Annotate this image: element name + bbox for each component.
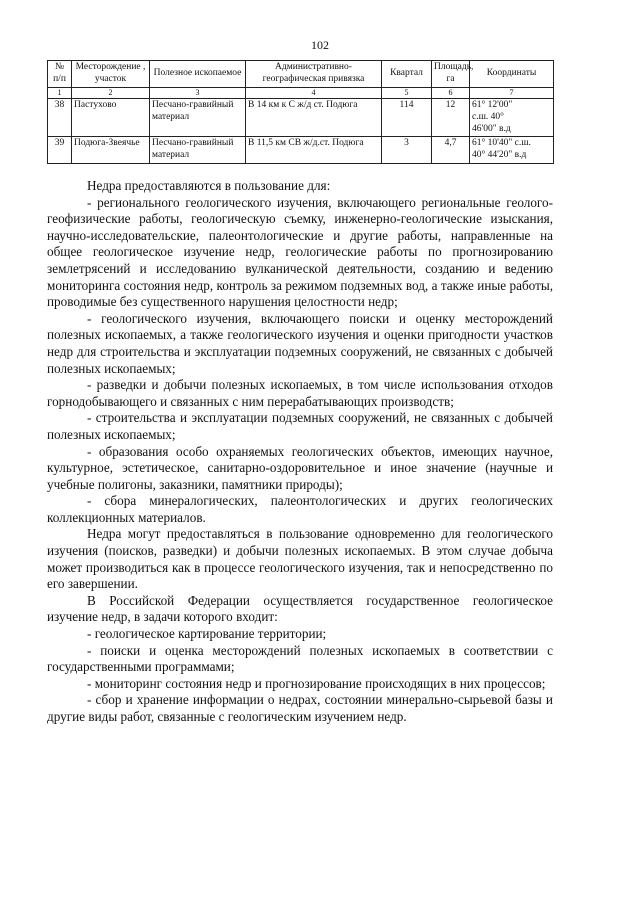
paragraph-item: - регионального геологического изучения, включающего региональные геолого-геофизические работы, геологическую съемку, инженерно-геологические изыскания, научно-исследовательские, палеонтологические и другие работы, направленные на общее геологическое изучение недр, геологические работы по прогнозированию землетрясений и исследованию вулканической деятельности, созданию и ведению мониторинга состояния недр, контроль за режимом подземных вод, а также иные работы, проводимые без существенного нарушения целостности недр; [47, 194, 553, 310]
cell-area: 12 [432, 98, 470, 137]
column-number: 2 [72, 87, 150, 98]
header-location: Административно-географическая привязка [246, 61, 382, 88]
column-number: 7 [470, 87, 554, 98]
column-number: 4 [246, 87, 382, 98]
deposits-table [47, 60, 554, 164]
table-header-row [48, 61, 554, 88]
paragraph: В Российской Федерации осуществляется государственное геологическое изучение недр, в задачи которого входит: [47, 592, 553, 625]
paragraph-item: - сбора минералогических, палеонтологических и других геологических коллекционных материалов. [47, 493, 553, 525]
column-number: 1 [48, 87, 72, 98]
table-row [48, 98, 554, 137]
column-number: 6 [432, 87, 470, 98]
paragraph-item: - геологическое картирование территории; [87, 626, 327, 642]
paragraph-intro: Недра предоставляются в пользование для: [87, 178, 331, 193]
body-text [47, 178, 553, 726]
paragraph-item: - строительства и эксплуатации подземных сооружений, не связанных с добычей полезных ископаемых; [47, 410, 553, 442]
cell-deposit: Подюга-Звеячье [72, 137, 150, 164]
cell-quarter: 114 [382, 98, 432, 137]
cell-mineral: Песчано-гравийный материал [150, 98, 246, 137]
header-number: № п/п [48, 61, 72, 88]
column-number-row [48, 87, 554, 98]
header-coordinates: Координаты [470, 61, 554, 88]
cell-number: 38 [48, 98, 72, 137]
paragraph-item: - мониторинг состояния недр и прогнозирование происходящих в них процессов; [87, 675, 546, 691]
cell-location: В 11,5 км СВ ж/д.ст. Подюга [246, 137, 382, 164]
cell-deposit: Пастухово [72, 98, 150, 137]
column-number: 5 [382, 87, 432, 98]
paragraph-item: - образования особо охраняемых геологических объектов, имеющих научное, культурное, эстетическое, санитарно-оздоровительное и иное значение (научные и учебные полигоны, заказники, памятники природы); [47, 443, 553, 492]
header-deposit: Месторождение , участок [72, 61, 150, 88]
column-number: 3 [150, 87, 246, 98]
paragraph-item: - разведки и добычи полезных ископаемых, в том числе использования отходов горнодобывающего и связанных с ним перерабатывающих производств; [47, 377, 553, 409]
cell-coordinates: 61° 10'40" с.ш. 40° 44'20" в.д [470, 137, 554, 164]
header-area: Площадь, га [432, 61, 470, 88]
cell-number: 39 [48, 137, 72, 164]
paragraph-item: - геологического изучения, включающего поиски и оценку месторождений полезных ископаемых, а также геологического изучения и оценки пригодности участков недр для строительства и эксплуатации подземных сооружений, не связанных с добычей полезных ископаемых; [47, 310, 553, 376]
cell-quarter: 3 [382, 137, 432, 164]
header-quarter: Квартал [382, 61, 432, 88]
paragraph: Недра могут предоставляться в пользование одновременно для геологического изучения (поисков, разведки) и добычи полезных ископаемых. В этом случае добыча может производиться как в процессе геологического изучения, так и непосредственно по его завершении. [47, 526, 553, 592]
cell-area: 4,7 [432, 137, 470, 164]
cell-location: В 14 км к С ж/д ст. Подюга [246, 98, 382, 137]
cell-mineral: Песчано-гравийный материал [150, 137, 246, 164]
page-number: 102 [311, 38, 329, 52]
paragraph-item: - поиски и оценка месторождений полезных ископаемых в соответствии с государственными программами; [47, 642, 553, 675]
header-mineral: Полезное ископаемое [150, 61, 246, 88]
paragraph-item: - сбор и хранение информации о недрах, состоянии минерально-сырьевой базы и другие виды работ, связанные с геологическим изучением недр. [47, 692, 553, 724]
table-row [48, 137, 554, 164]
cell-coordinates: 61° 12'00" с.ш. 40° 46'00" в.д [470, 98, 554, 137]
